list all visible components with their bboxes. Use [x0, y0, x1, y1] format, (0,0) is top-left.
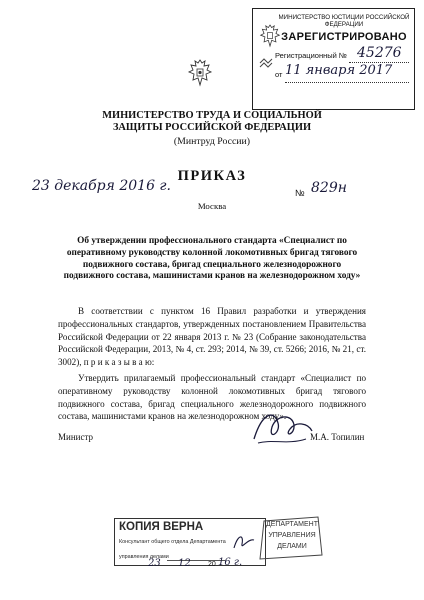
stamp-reg-number-label: Регистрационный №	[275, 51, 347, 60]
registration-stamp	[252, 8, 415, 110]
copy-stamp-year-prefix: 20	[208, 561, 216, 568]
stamp-registered: ЗАРЕГИСТРИРОВАНО	[281, 31, 407, 43]
coat-of-arms-icon	[187, 58, 213, 88]
document-date: 23 декабря 2016 г.	[32, 178, 171, 194]
ministry-short-name: (Минтруд России)	[173, 136, 251, 147]
stamp-ministry: МИНИСТЕРСТВО ЮСТИЦИИ РОССИЙСКОЙ ФЕДЕРАЦИИ	[278, 14, 410, 28]
signer-name: М.А. Топилин	[310, 432, 365, 442]
stamp-from-date: 11 января 2017	[285, 63, 393, 78]
stamp-reg-number: 45276	[357, 45, 402, 61]
document-number: 829н	[311, 180, 347, 196]
chain-link-icon	[259, 57, 273, 69]
copy-stamp-year: 16 г.	[218, 557, 243, 568]
document-type: ПРИКАЗ	[177, 168, 247, 184]
copy-stamp-title: КОПИЯ ВЕРНА	[119, 521, 204, 533]
copy-stamp-department: Консультант общего отдела Департамента	[119, 539, 226, 545]
copy-stamp-month: 12	[178, 558, 191, 569]
copy-stamp-head: управления делами	[119, 554, 169, 560]
stamp-from-label: от	[275, 70, 283, 79]
dept-stamp-line: УПРАВЛЕНИЯ	[268, 532, 316, 539]
dept-stamp-line: ДЕЛАМИ	[277, 543, 307, 550]
dept-stamp-line: ДЕПАРТАМЕНТ	[265, 521, 318, 528]
body-paragraph: Утвердить прилагаемый профессиональный стандарт «Специалист по оперативному руководству колонной локомотивных бригад тягового подвижного состава, бригад специального железнодорожного подвижного состава, машинистами кранов на железнодорожном ходу».	[58, 373, 366, 422]
body-paragraph: В соответствии с пунктом 16 Правил разработки и утверждения профессиональных стандартов, утвержденных постановлением Правительства Российской Федерации от 22 января 2013 г. № 23 (Собрание законодательства Российской Федерации, 2013, № 4, ст. 293; 2014, № 39, ст. 5266; 2016, № 21, ст. 3002), п р и к а з ы в а ю:	[58, 306, 366, 368]
handwritten-signature	[232, 530, 256, 554]
document-title: Об утверждении профессионального стандарта «Специалист по оперативному руководству колонной локомотивных бригад тягового подвижного состава, бригад специального железнодорожного подвижного состава, машинистами кранов на железнодорожном ходу»	[63, 236, 361, 282]
copy-stamp-divider	[167, 560, 225, 561]
copy-stamp-day: 23	[148, 558, 161, 569]
signer-role: Министр	[58, 432, 93, 442]
stamp-divider	[285, 82, 409, 83]
document-number-label: №	[295, 188, 305, 198]
handwritten-signature	[248, 405, 318, 449]
ministry-name: МИНИСТЕРСТВО ТРУДА И СОЦИАЛЬНОЙ ЗАЩИТЫ РОССИЙСКОЙ ФЕДЕРАЦИИ	[102, 110, 322, 133]
document-city: Москва	[197, 201, 227, 211]
